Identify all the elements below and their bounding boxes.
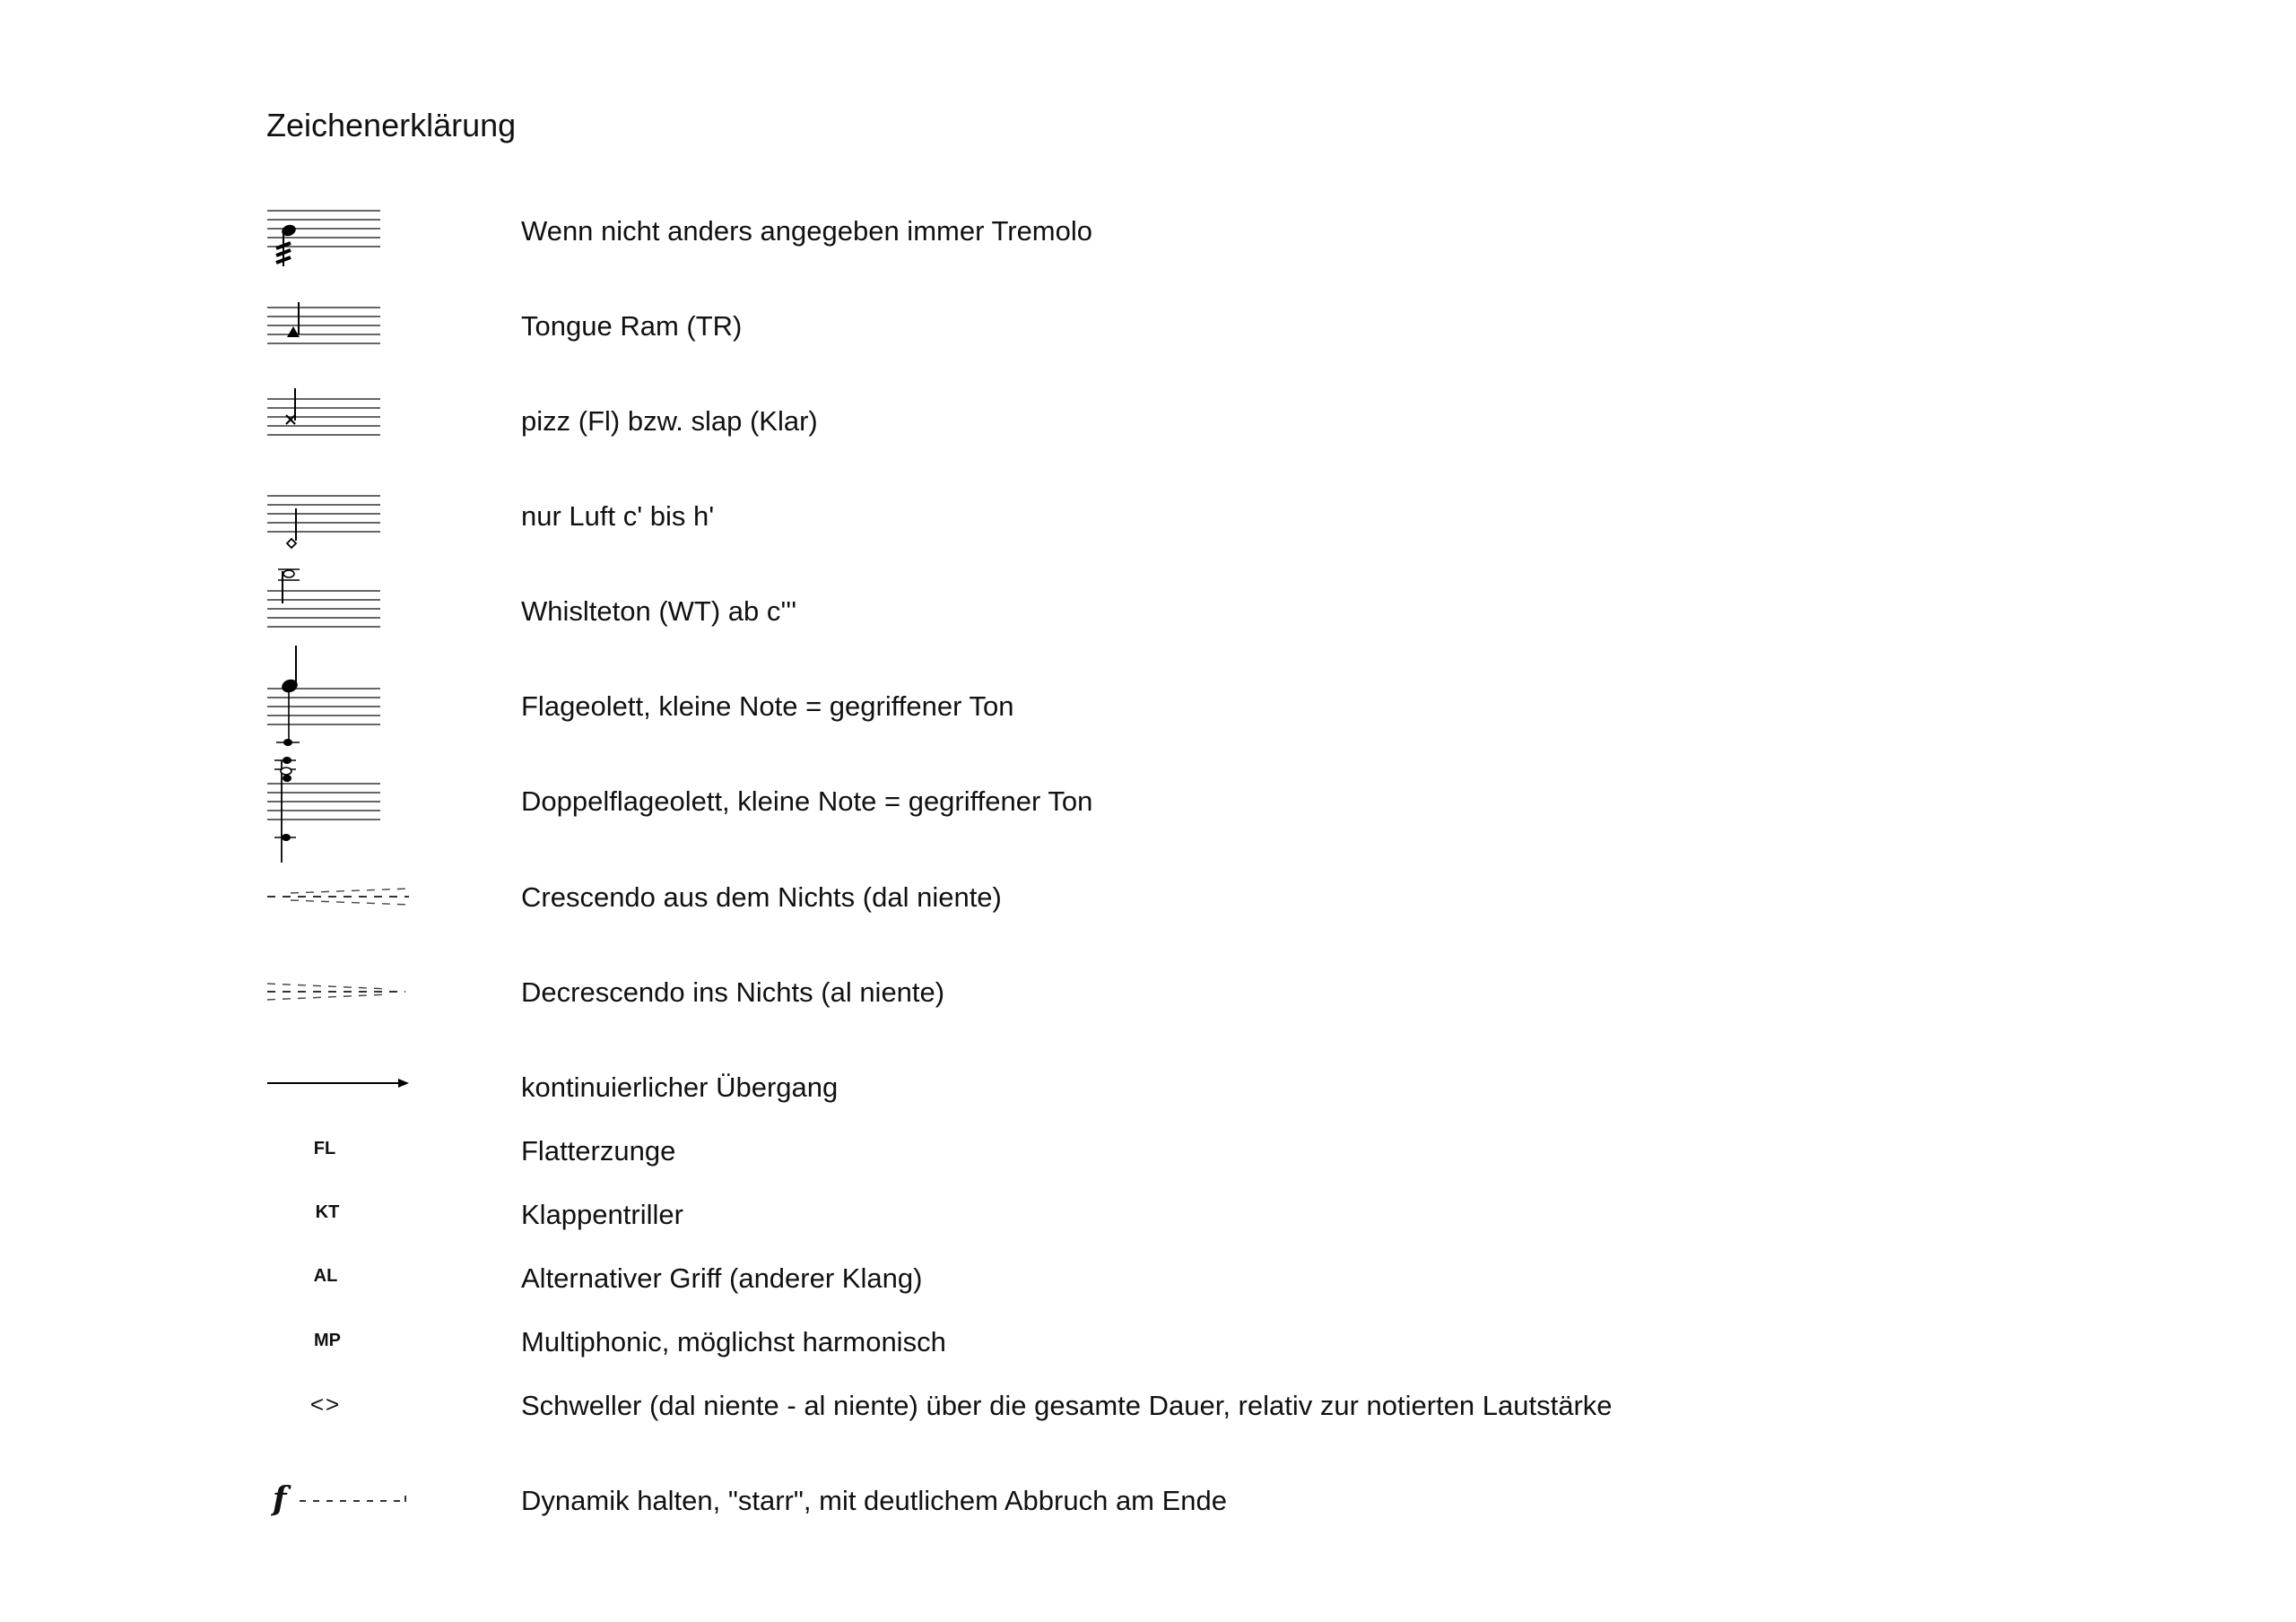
legend-description: Dynamik halten, "starr", mit deutlichem Abbruch am Ende [521,1485,1228,1516]
legend-description: pizz (Fl) bzw. slap (Klar) [521,405,818,437]
cross-notehead-icon [264,388,407,496]
flutter-tongue-abbr: FL [313,1139,336,1158]
legend-description: Alternativer Griff (anderer Klang) [521,1262,923,1294]
legend-description: Tongue Ram (TR) [521,310,743,342]
multiphonic-abbr: MP [314,1331,341,1350]
legend-description: Whislteton (WT) ab c''' [521,595,797,627]
forte-dynamic: f [273,1480,287,1518]
legend-description: Multiphonic, möglichst harmonisch [521,1326,946,1357]
legend-description: Doppelflageolett, kleine Note = gegriffener Ton [521,785,1093,817]
legend-description: Schweller (dal niente - al niente) über die gesamte Dauer, relativ zur notierten Lautstärke [521,1390,1613,1421]
legend-description: Klappentriller [521,1199,683,1230]
double-harmonic-note-icon [264,753,407,861]
crescendo-from-nothing-icon [264,886,407,993]
harmonic-note-icon [264,646,407,753]
legend-description: Flageolett, kleine Note = gegriffener Ton [521,690,1014,722]
legend-description: Crescendo aus dem Nichts (dal niente) [521,881,1002,913]
tremolo-note-icon [264,202,407,309]
legend-description: nur Luft c' bis h' [521,500,715,532]
legend-description: Decrescendo ins Nichts (al niente) [521,976,945,1008]
legend-description: kontinuierlicher Übergang [521,1071,839,1103]
page-title: Zeichenerklärung [266,107,517,143]
swell-icon: <> [309,1391,342,1418]
legend-description: Flatterzunge [521,1135,676,1167]
legend-description: Wenn nicht anders angegeben immer Tremolo [521,215,1092,247]
decrescendo-to-nothing-icon [264,981,407,1089]
alternative-fingering-abbr: AL [313,1266,338,1286]
arrow-right-icon [264,1074,407,1182]
key-trill-abbr: KT [315,1202,340,1222]
forte-hold-icon [273,1481,416,1589]
